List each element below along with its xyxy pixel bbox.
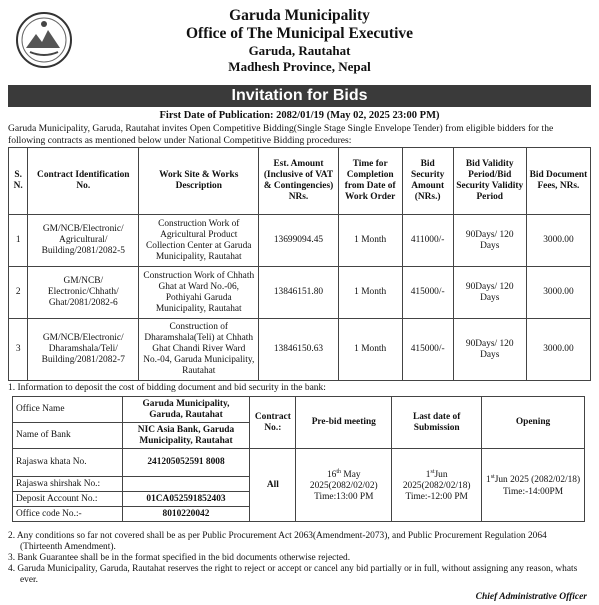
intro-paragraph: Garuda Municipality, Garuda, Rautahat invites Open Competitive Bidding(Single Stage Single Envelope Tender) from eligible bidders for the following contracts as mentioned below under National Competitive Bidding procedures: [8,123,554,146]
table-cell: Construction of Dharamshala(Teli) at Chhath Ghat Chandi River Ward No.-04, Garuda Municipality, Rautahat [139,319,259,381]
note-1: 1. Information to deposit the cost of bidding document and bid security in the bank: [8,383,326,393]
letterhead [0,7,599,75]
table-cell: Construction Work of Chhath Ghat at Ward No.-06, Pothiyahi Garuda Municipality, Rautahat [139,267,259,319]
office-name-label: Office Name [13,397,123,423]
table-row [13,449,585,477]
table-cell: Construction Work of Agricultural Product Collection Center at Garuda Municipality, Rautahat [139,215,259,267]
table-cell: GM/NCB/Electronic/ Dharamshala/Teli/ Building/2081/2082-7 [28,319,139,381]
khata-value: 241205052591 8008 [122,449,250,477]
col-header: Bid Document Fees, NRs. [526,148,590,215]
table-cell: 415000/- [402,267,453,319]
submission-header: Last date of Submission [392,397,482,449]
col-header: Work Site & Works Description [139,148,259,215]
table-cell: 13699094.45 [259,215,338,267]
publication-date: First Date of Publication: 2082/01/19 (May 02, 2025 23:00 PM) [159,110,440,121]
prebid-value: 16th May 2025(2082/02/02) Time:13:00 PM [296,449,392,522]
notes-list [8,531,591,586]
col-header: S. N. [9,148,28,215]
col-header: Bid Validity Period/Bid Security Validity Period [453,148,526,215]
table-cell: 90Days/ 120 Days [453,319,526,381]
opening-header: Opening [482,397,585,449]
table-cell: 13846151.80 [259,267,338,319]
contracts-table [8,147,591,381]
office-code-value: 8010220042 [122,507,250,522]
prebid-header: Pre-bid meeting [296,397,392,449]
office-code-label: Office code No.:- [13,507,123,522]
bank-value: NIC Asia Bank, Garuda Municipality, Rautahat [122,423,250,449]
table-row [9,319,591,381]
office-location: Garuda, Rautahat [248,43,351,58]
shirshak-label: Rajaswa shirshak No.: [13,477,123,492]
table-cell: 1 Month [338,215,402,267]
table-header-row [9,148,591,215]
notice-title: Invitation for Bids [8,85,591,107]
note-3: 3. Bank Guarantee shall be in the format specified in the bid documents otherwise rejected. [8,553,351,563]
table-cell: GM/NCB/ Electronic/Chhath/ Ghat/2081/2082-6 [28,267,139,319]
table-row [9,267,591,319]
note-2: 2. Any conditions so far not covered shall be as per Public Procurement Act 2063(Amendment-2073), and Public Procurement Regulation 2064 (Thirteenth Amendment). [8,531,547,552]
office-name: Office of The Municipal Executive [185,25,414,42]
table-row [13,397,585,423]
table-cell: 1 [9,215,28,267]
bank-info-table [12,396,585,522]
table-cell: 3 [9,319,28,381]
municipality-name: Garuda Municipality [229,7,370,24]
table-cell: 90Days/ 120 Days [453,215,526,267]
contract-header: Contract No.: [250,397,296,449]
contract-value: All [250,449,296,522]
note-4: 4. Garuda Municipality, Garuda, Rautahat reserves the right to reject or accept or cancel any bid partially or in full, without assigning any reason, whats ever. [8,564,578,585]
table-cell: 1 Month [338,267,402,319]
table-cell: 1 Month [338,319,402,381]
table-cell: 13846150.63 [259,319,338,381]
signature-line: Chief Administrative Officer [475,592,587,602]
table-cell: GM/NCB/Electronic/ Agricultural/ Building/2081/2082-5 [28,215,139,267]
deposit-label: Deposit Account No.: [13,492,123,507]
col-header: Est. Amount (Inclusive of VAT & Contingencies) NRs. [259,148,338,215]
deposit-value: 01CA052591852403 [122,492,250,507]
bank-label: Name of Bank [13,423,123,449]
table-cell: 3000.00 [526,215,590,267]
office-province: Madhesh Province, Nepal [228,59,371,74]
shirshak-value [122,477,250,492]
opening-value: 1stJun 2025 (2082/02/18) Time:-14:00PM [482,449,585,522]
col-header: Contract Identification No. [28,148,139,215]
col-header: Time for Completion from Date of Work Order [338,148,402,215]
table-cell: 3000.00 [526,319,590,381]
table-cell: 2 [9,267,28,319]
khata-label: Rajaswa khata No. [13,449,123,477]
table-row [9,215,591,267]
office-name-value: Garuda Municipality, Garuda, Rautahat [122,397,250,423]
table-cell: 90Days/ 120 Days [453,267,526,319]
table-cell: 411000/- [402,215,453,267]
table-cell: 3000.00 [526,267,590,319]
submission-value: 1stJun 2025(2082/02/18) Time:-12:00 PM [392,449,482,522]
table-cell: 415000/- [402,319,453,381]
col-header: Bid Security Amount (NRs.) [402,148,453,215]
